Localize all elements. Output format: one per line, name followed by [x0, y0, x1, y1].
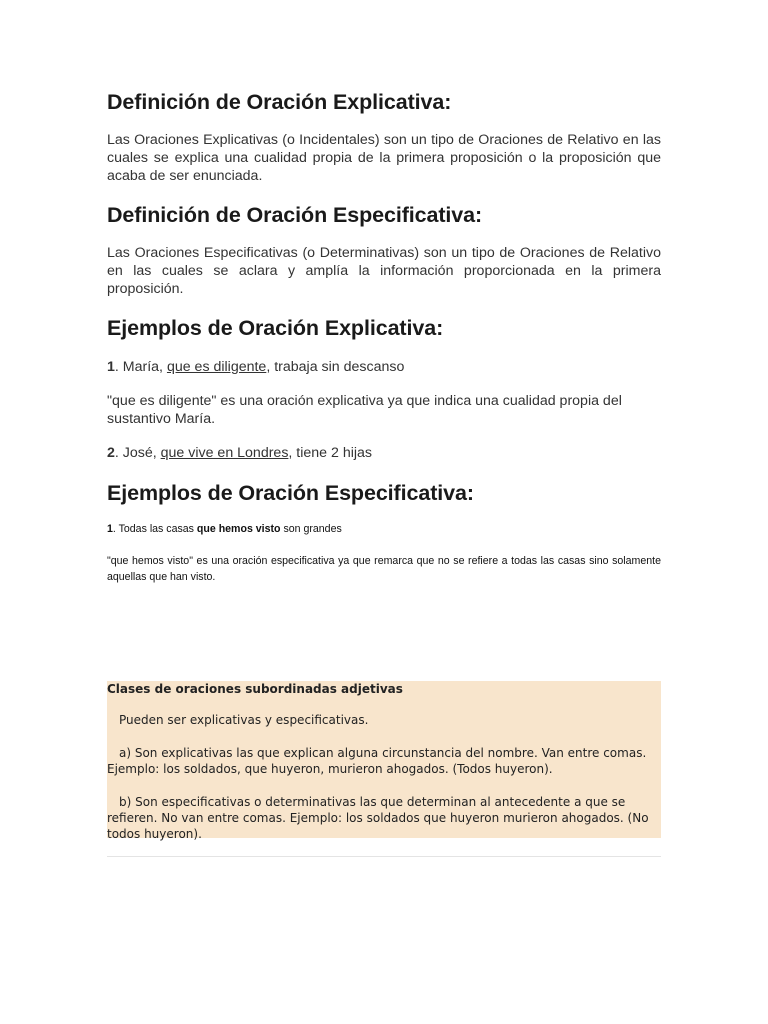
example-number: 1: [107, 359, 115, 375]
example-explicativa-1-explanation: "que es diligente" es una oración explicativa ya que indica una cualidad propia del sustantivo María.: [107, 393, 622, 427]
example-explicativa-2: [107, 444, 661, 462]
box-paragraph-1: Pueden ser explicativas y especificativas.: [119, 713, 369, 727]
bold-clause: que hemos visto: [196, 523, 281, 535]
example-text: , trabaja sin descanso: [266, 359, 405, 375]
example-number: 1: [107, 523, 113, 535]
example-especificativa-1: [107, 521, 661, 537]
example-number: 2: [107, 445, 115, 461]
heading-ejemplos-explicativa: Ejemplos de Oración Explicativa:: [107, 316, 444, 340]
heading-definicion-explicativa: Definición de Oración Explicativa:: [107, 90, 452, 114]
example-especificativa-1-explanation: "que hemos visto" es una oración especificativa ya que remarca que no se refiere a todas las casas sino solamente aquellas que han visto.: [107, 555, 661, 583]
heading-definicion-especificativa: Definición de Oración Especificativa:: [107, 203, 483, 227]
underlined-clause: que vive en Londres: [160, 445, 289, 461]
paragraph-definicion-especificativa: Las Oraciones Especificativas (o Determinativas) son un tipo de Oraciones de Relativo en las cuales se aclara y amplía la información proporcionada en la primera proposición.: [107, 245, 661, 297]
box-paragraph-2: a) Son explicativas las que explican alguna circunstancia del nombre. Van entre comas. Ejemplo: los soldados, que huyeron, murieron ahogados. (Todos huyeron).: [107, 746, 647, 776]
heading-ejemplos-especificativa: Ejemplos de Oración Especificativa:: [107, 481, 474, 505]
subordinadas-adjetivas-box: [107, 681, 661, 841]
divider: [107, 856, 661, 857]
example-text: son grandes: [280, 523, 342, 535]
box-paragraph-3: b) Son especificativas o determinativas las que determinan al antecedente a que se refieren. No van entre comas. Ejemplo: los soldados que huyeron murieron ahogados. (No todos huyeron).: [107, 795, 649, 841]
example-text: . Todas las casas: [112, 523, 197, 535]
paragraph-definicion-explicativa: Las Oraciones Explicativas (o Incidentales) son un tipo de Oraciones de Relativo en las cuales se explica una cualidad propia de la primera proposición o la proposición que acaba de ser enunciada.: [107, 132, 661, 184]
example-explicativa-1: [107, 358, 661, 376]
underlined-clause: que es diligente: [166, 359, 267, 375]
example-text: , tiene 2 hijas: [288, 445, 373, 461]
box-title: Clases de oraciones subordinadas adjetivas: [107, 682, 403, 696]
example-text: . María,: [114, 359, 167, 375]
example-text: . José,: [114, 445, 161, 461]
